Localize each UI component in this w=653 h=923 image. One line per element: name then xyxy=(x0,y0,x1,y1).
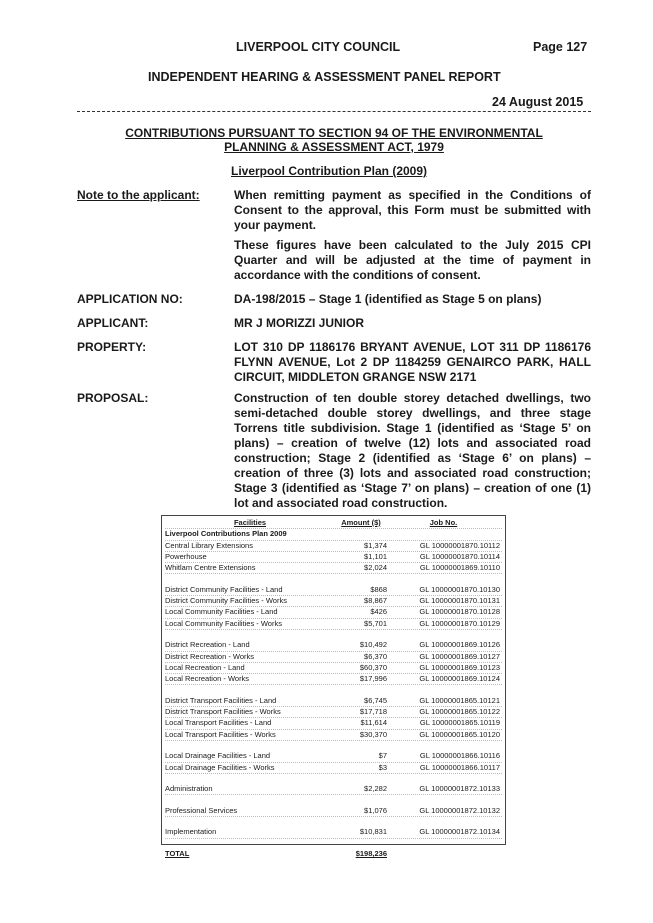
job-number-cell: GL 10000001872.10133 xyxy=(419,784,500,794)
amount-cell: $7 xyxy=(378,751,387,761)
amount-cell: $30,370 xyxy=(359,729,387,739)
amount-cell: $426 xyxy=(370,607,387,617)
table-row xyxy=(165,774,502,784)
amount-cell: $2,282 xyxy=(364,784,387,794)
facility-cell: Local Community Facilities - Land xyxy=(165,607,278,617)
table-row xyxy=(165,574,502,584)
fee-rows xyxy=(165,541,502,849)
amount-cell: $6,745 xyxy=(364,695,387,705)
header-divider xyxy=(77,111,591,112)
amount-cell xyxy=(335,795,387,805)
job-number-cell: GL 10000001870.10131 xyxy=(419,596,500,606)
contributions-title-line1: CONTRIBUTIONS PURSUANT TO SECTION 94 OF THE ENVIRONMENTAL xyxy=(125,126,543,140)
header-facilities: Facilities xyxy=(233,518,267,527)
total-label: TOTAL xyxy=(165,848,190,858)
facility-cell: Local Recreation - Works xyxy=(165,674,250,684)
note-label: Note to the applicant: xyxy=(77,188,200,202)
table-row xyxy=(165,652,502,663)
facility-cell xyxy=(165,817,335,827)
job-number-cell: GL 10000001870.10130 xyxy=(419,584,500,594)
amount-cell: $17,996 xyxy=(359,674,387,684)
table-row xyxy=(165,696,502,707)
facility-cell xyxy=(165,574,335,584)
facility-cell xyxy=(165,795,335,805)
table-row xyxy=(165,585,502,596)
applicant-label: APPLICANT: xyxy=(77,316,149,330)
contributions-title-line2: PLANNING & ASSESSMENT ACT, 1979 xyxy=(224,140,444,154)
report-title: INDEPENDENT HEARING & ASSESSMENT PANEL REPORT xyxy=(148,70,501,84)
facility-cell: District Transport Facilities - Works xyxy=(165,707,281,717)
facility-cell: Central Library Extensions xyxy=(165,540,253,550)
table-row xyxy=(165,596,502,607)
table-row xyxy=(165,839,502,849)
property-label: PROPERTY: xyxy=(77,340,147,354)
table-row xyxy=(165,640,502,651)
job-number-cell: GL 10000001869.10127 xyxy=(419,651,500,661)
job-number-cell: GL 10000001870.10114 xyxy=(419,551,500,561)
job-number-cell: GL 10000001865.10121 xyxy=(419,695,500,705)
job-number-cell xyxy=(387,741,502,751)
amount-cell xyxy=(335,685,387,695)
table-row xyxy=(165,663,502,674)
facility-cell: Local Drainage Facilities - Land xyxy=(165,751,271,761)
page-number: Page 127 xyxy=(533,40,588,54)
job-number-cell: GL 10000001870.10112 xyxy=(419,540,500,550)
amount-cell: $5,701 xyxy=(364,618,387,628)
job-number-cell: GL 10000001872.10132 xyxy=(419,805,500,815)
table-row xyxy=(165,607,502,618)
job-number-cell: GL 10000001865.10120 xyxy=(419,729,500,739)
facility-cell: Local Recreation - Land xyxy=(165,662,245,672)
facility-cell: District Community Facilities - Works xyxy=(165,596,287,606)
table-row xyxy=(165,741,502,751)
job-number-cell xyxy=(387,817,502,827)
job-number-cell: GL 10000001869.10110 xyxy=(419,563,500,573)
amount-cell: $11,614 xyxy=(360,718,387,728)
facility-cell xyxy=(165,630,335,640)
table-row xyxy=(165,685,502,695)
table-row xyxy=(165,806,502,817)
job-number-cell: GL 10000001870.10128 xyxy=(419,607,500,617)
table-header-row xyxy=(165,518,502,529)
job-number-cell xyxy=(387,839,502,849)
facility-cell: Local Drainage Facilities - Works xyxy=(165,762,275,772)
facility-cell: District Recreation - Works xyxy=(165,651,255,661)
note-paragraph-2: These figures have been calculated to the July 2015 CPI Quarter and will be adjusted at the time of payment in accordance with the conditions of consent. xyxy=(234,238,591,282)
facility-cell: District Community Facilities - Land xyxy=(165,584,283,594)
facility-cell: District Recreation - Land xyxy=(165,640,250,650)
job-number-cell: GL 10000001866.10116 xyxy=(419,751,500,761)
table-row xyxy=(165,763,502,774)
amount-cell: $1,076 xyxy=(364,805,387,815)
job-number-cell: GL 10000001872.10134 xyxy=(419,827,500,837)
amount-cell: $8,867 xyxy=(364,596,387,606)
facility-cell xyxy=(165,839,335,849)
table-row xyxy=(165,563,502,574)
facility-cell: Administration xyxy=(165,784,213,794)
amount-cell xyxy=(335,741,387,751)
proposal-label: PROPOSAL: xyxy=(77,391,149,405)
amount-cell: $10,492 xyxy=(359,640,387,650)
table-row xyxy=(165,630,502,640)
amount-cell xyxy=(335,817,387,827)
facility-cell: Whitlam Centre Extensions xyxy=(165,563,256,573)
table-row xyxy=(165,552,502,563)
amount-cell: $3 xyxy=(378,762,387,772)
amount-cell: $10,831 xyxy=(359,827,387,837)
header-job-no: Job No. xyxy=(429,518,458,527)
job-number-cell: GL 10000001865.10122 xyxy=(419,707,500,717)
table-row xyxy=(165,718,502,729)
amount-cell: $868 xyxy=(370,584,387,594)
contributions-table xyxy=(161,515,506,858)
amount-cell: $17,718 xyxy=(359,707,387,717)
job-number-cell xyxy=(387,685,502,695)
table-section-row xyxy=(165,529,502,540)
amount-cell xyxy=(335,574,387,584)
amount-cell: $60,370 xyxy=(359,662,387,672)
job-number-cell: GL 10000001870.10129 xyxy=(419,618,500,628)
table-row xyxy=(165,827,502,838)
header-amount: Amount ($) xyxy=(341,518,381,527)
table-row xyxy=(165,674,502,685)
note-paragraph-1: When remitting payment as specified in the Conditions of Consent to the approval, this Form must be submitted with your payment. xyxy=(234,188,591,232)
table-row xyxy=(165,707,502,718)
table-row xyxy=(165,817,502,827)
applicant-value: MR J MORIZZI JUNIOR xyxy=(234,316,365,330)
amount-cell xyxy=(335,774,387,784)
report-date: 24 August 2015 xyxy=(492,95,584,109)
plan-name: Liverpool Contribution Plan (2009) xyxy=(231,164,428,178)
job-number-cell: GL 10000001869.10126 xyxy=(419,640,500,650)
table-row xyxy=(165,795,502,805)
proposal-value: Construction of ten double storey detached dwellings, two semi-detached double storey dwellings, and three stage Torrens title subdivision. Stage 1 (identified as ‘Stage 5’ on plans) – creation of twelve (12) lots and associated road construction; Stage 2 (identified as ‘Stage 6’ on plans) – creation of three (3) lots and associated road construction; Stage 3 (identified as ‘Stage 7’ on plans) – creation of one (1) lot and associated road construction. xyxy=(234,391,591,510)
facility-cell: Local Transport Facilities - Works xyxy=(165,729,276,739)
amount-cell: $2,024 xyxy=(364,563,387,573)
facility-cell: Local Transport Facilities - Land xyxy=(165,718,272,728)
table-row xyxy=(165,541,502,552)
facility-cell xyxy=(165,774,335,784)
job-number-cell: GL 10000001869.10124 xyxy=(419,674,500,684)
amount-cell xyxy=(335,630,387,640)
job-number-cell xyxy=(387,795,502,805)
total-amount: $198,236 xyxy=(355,848,387,858)
amount-cell: $1,374 xyxy=(364,540,387,550)
property-value: LOT 310 DP 1186176 BRYANT AVENUE, LOT 311 DP 1186176 FLYNN AVENUE, Lot 2 DP 1184259 GENAIRCO PARK, HALL CIRCUIT, MIDDLETON GRANGE NSW 2171 xyxy=(234,340,591,384)
facility-cell: District Transport Facilities - Land xyxy=(165,695,277,705)
table-row xyxy=(165,784,502,795)
application-value: DA-198/2015 – Stage 1 (identified as Stage 5 on plans) xyxy=(234,292,542,306)
facility-cell: Professional Services xyxy=(165,805,238,815)
table-row xyxy=(165,619,502,630)
table-total-row xyxy=(165,849,502,859)
facility-cell: Powerhouse xyxy=(165,551,207,561)
facility-cell: Local Community Facilities - Works xyxy=(165,618,282,628)
amount-cell: $1,101 xyxy=(364,551,387,561)
application-label: APPLICATION NO: xyxy=(77,292,183,306)
job-number-cell xyxy=(387,774,502,784)
table-row xyxy=(165,751,502,762)
section-title: Liverpool Contributions Plan 2009 xyxy=(165,529,287,539)
amount-cell: $6,370 xyxy=(364,651,387,661)
council-name: LIVERPOOL CITY COUNCIL xyxy=(236,40,401,54)
amount-cell xyxy=(335,839,387,849)
job-number-cell: GL 10000001866.10117 xyxy=(419,762,500,772)
table-row xyxy=(165,730,502,741)
job-number-cell xyxy=(387,630,502,640)
facility-cell xyxy=(165,685,335,695)
job-number-cell: GL 10000001865.10119 xyxy=(419,718,500,728)
facility-cell: Implementation xyxy=(165,827,217,837)
facility-cell xyxy=(165,741,335,751)
job-number-cell xyxy=(387,574,502,584)
job-number-cell: GL 10000001869.10123 xyxy=(419,662,500,672)
